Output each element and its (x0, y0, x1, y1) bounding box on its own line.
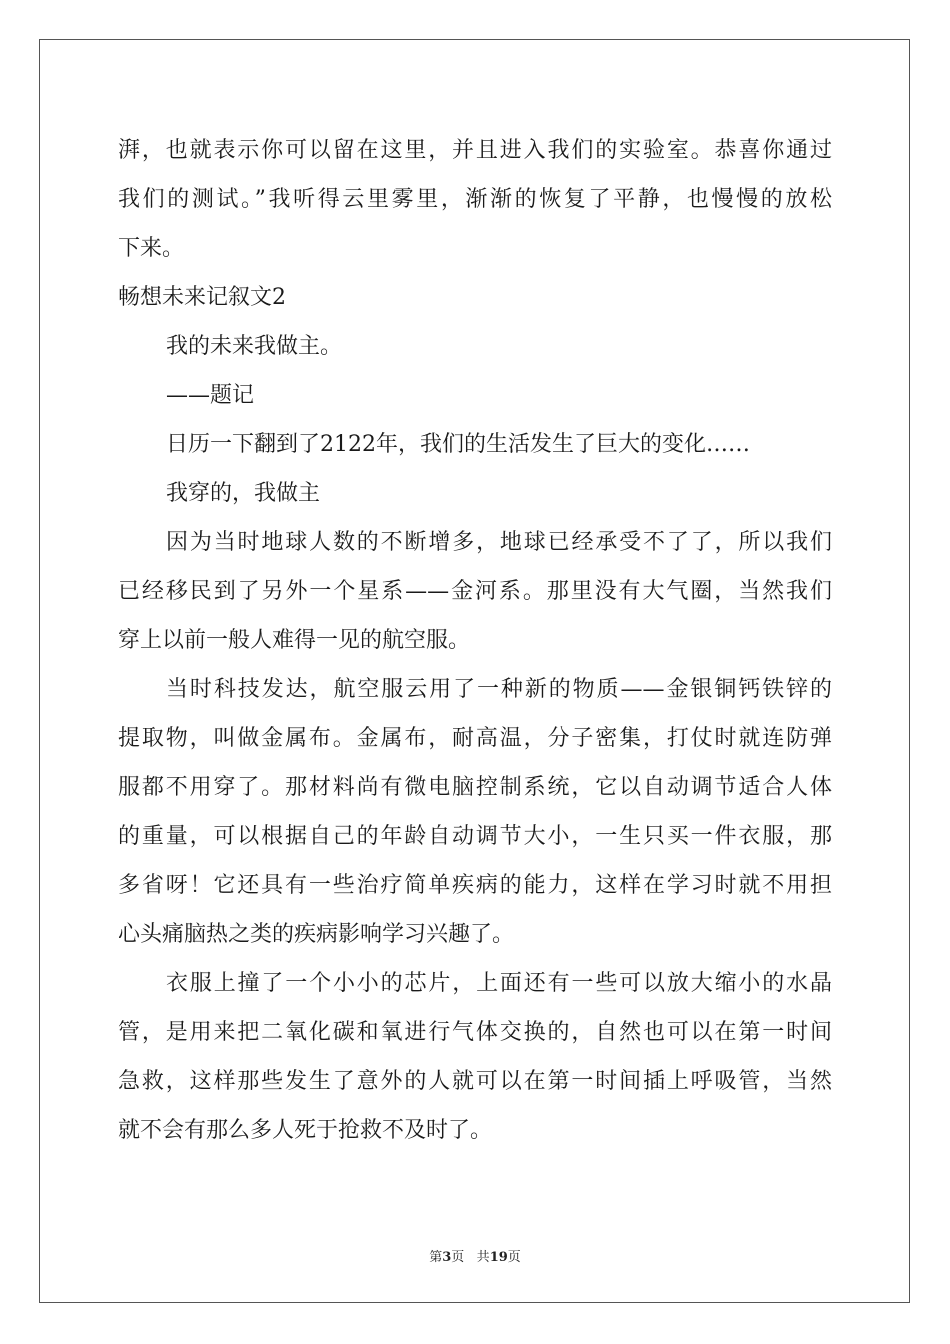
section-title: 畅想未来记叙文2 (118, 285, 286, 310)
paragraph-line: 提取物，叫做金属布。金属布，耐高温，分子密集，打仗时就连防弹 (118, 726, 832, 751)
paragraph-line: 湃，也就表示你可以留在这里，并且进入我们的实验室。恭喜你通过 (118, 138, 832, 163)
paragraph-line: 服都不用穿了。那材料尚有微电脑控制系统，它以自动调节适合人体 (118, 775, 832, 800)
paragraph-line: 我们的测试。”我听得云里雾里，渐渐的恢复了平静，也慢慢的放松 (118, 187, 832, 212)
page-prefix: 第 (429, 1250, 443, 1265)
paragraph-line: 急救，这样那些发生了意外的人就可以在第一时间插上呼吸管，当然 (118, 1069, 832, 1094)
paragraph-line: ——题记 (166, 383, 255, 408)
paragraph-line: 管，是用来把二氧化碳和氧进行气体交换的，自然也可以在第一时间 (118, 1020, 832, 1045)
page-total: 19 (489, 1250, 508, 1265)
total-prefix: 共 (476, 1250, 490, 1265)
paragraph-line: 日历一下翻到了2122年，我们的生活发生了巨大的变化…… (166, 432, 750, 457)
page-suffix: 页 (451, 1250, 465, 1265)
paragraph-line: 下来。 (118, 236, 185, 261)
document-body (118, 126, 832, 1155)
page-current: 3 (442, 1250, 452, 1265)
paragraph-line: 心头痛脑热之类的疾病影响学习兴趣了。 (118, 922, 515, 947)
paragraph-line: 穿上以前一般人难得一见的航空服。 (118, 628, 471, 653)
paragraph-line: 就不会有那么多人死于抢救不及时了。 (118, 1118, 493, 1143)
paragraph-line: 多省呀！它还具有一些治疗简单疾病的能力，这样在学习时就不用担 (118, 873, 832, 898)
page-footer (0, 1246, 950, 1265)
paragraph-line: 衣服上撞了一个小小的芯片，上面还有一些可以放大缩小的水晶 (166, 971, 832, 996)
paragraph-line: 的重量，可以根据自己的年龄自动调节大小，一生只买一件衣服，那 (118, 824, 832, 849)
paragraph-line: 因为当时地球人数的不断增多，地球已经承受不了了，所以我们 (166, 530, 832, 555)
paragraph-line: 我的未来我做主。 (166, 334, 343, 359)
total-suffix: 页 (507, 1250, 521, 1265)
paragraph-line: 已经移民到了另外一个星系——金河系。那里没有大气圈，当然我们 (118, 579, 832, 604)
paragraph-line: 当时科技发达，航空服云用了一种新的物质——金银铜钙铁锌的 (166, 677, 832, 702)
paragraph-line: 我穿的，我做主 (166, 481, 321, 506)
